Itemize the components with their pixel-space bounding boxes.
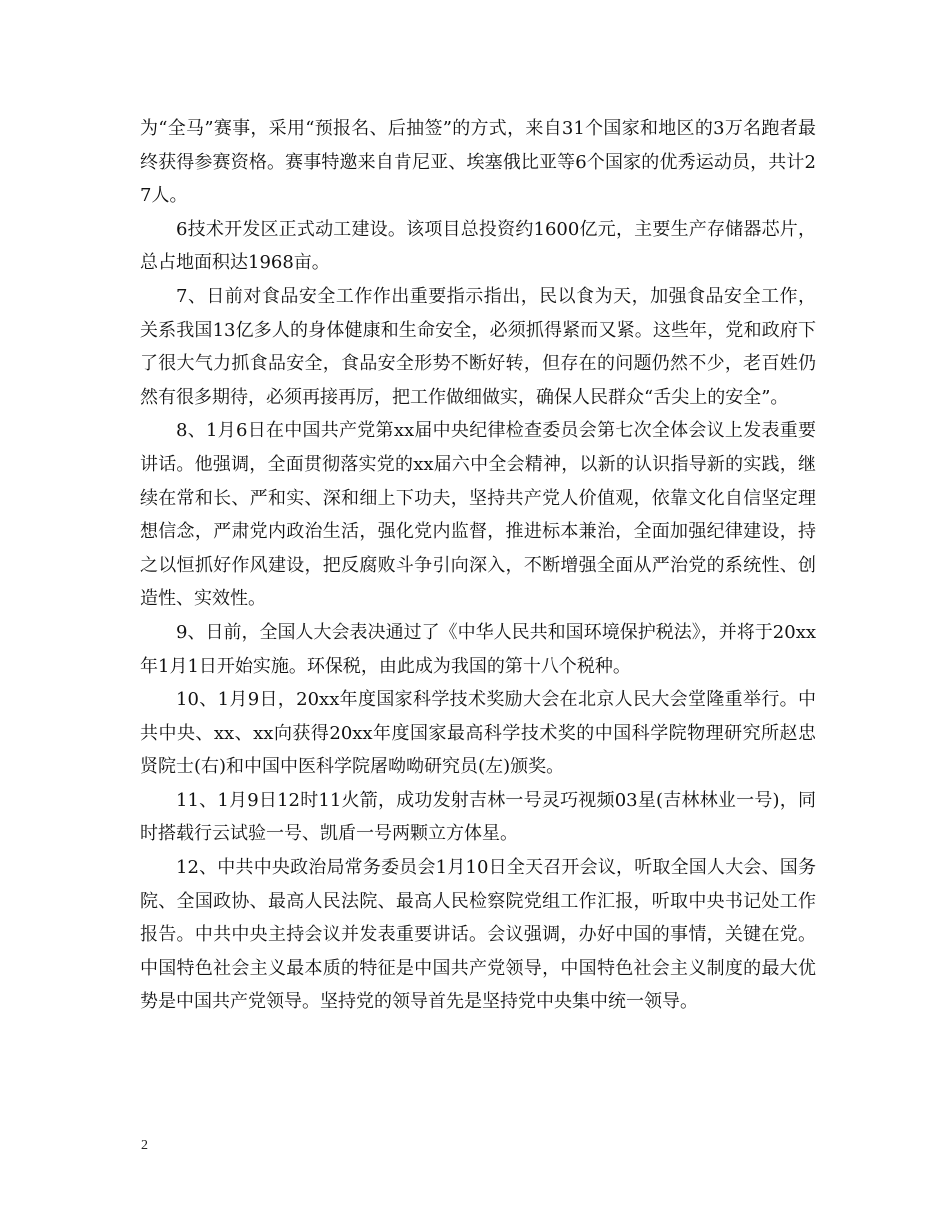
paragraph-item-6: 6技术开发区正式动工建设。该项目总投资约1600亿元，主要生产存储器芯片，总占地面积达1968亩。 [140,218,816,274]
paragraph-item-10: 10、1月9日，20xx年度国家科学技术奖励大会在北京人民大会堂隆重举行。中共中央、xx、xx向获得20xx年度国家最高科学技术奖的中国科学院物理研究所赵忠贤院士(右)和中国中医科学院屠呦呦研究员(左)颁奖。 [140,689,816,778]
paragraph-item-9: 9、日前，全国人大会表决通过了《中华人民共和国环境保护税法》，并将于20xx年1月1日开始实施。环保税，由此成为我国的第十八个税种。 [140,621,816,677]
paragraph-continuation: 为“全马”赛事，采用“预报名、后抽签”的方式，来自31个国家和地区的3万名跑者最终获得参赛资格。赛事特邀来自肯尼亚、埃塞俄比亚等6个国家的优秀运动员，共计27人。 [140,118,816,207]
paragraph-item-7: 7、日前对食品安全工作作出重要指示指出，民以食为天，加强食品安全工作，关系我国13亿多人的身体健康和生命安全，必须抓得紧而又紧。这些年，党和政府下了很大气力抓食品安全，食品安全形势不断好转，但存在的问题仍然不少，老百姓仍然有很多期待，必须再接再厉，把工作做细做实，确保人民群众“舌尖上的安全”。 [140,285,816,408]
paragraph-item-12: 12、中共中央政治局常务委员会1月10日全天召开会议，听取全国人大会、国务院、全国政协、最高人民法院、最高人民检察院党组工作汇报，听取中央书记处工作报告。中共中央主持会议并发表重要讲话。会议强调，办好中国的事情，关键在党。中国特色社会主义最本质的特征是中国共产党领导，中国特色社会主义制度的最大优势是中国共产党领导。坚持党的领导首先是坚持党中央集中统一领导。 [140,857,816,1013]
paragraph-item-11: 11、1月9日12时11火箭，成功发射吉林一号灵巧视频03星(吉林林业一号)，同时搭载行云试验一号、凯盾一号两颗立方体星。 [140,789,816,845]
paragraph-item-8: 8、1月6日在中国共产党第xx届中央纪律检查委员会第七次全体会议上发表重要讲话。他强调，全面贯彻落实党的xx届六中全会精神，以新的认识指导新的实践，继续在常和长、严和实、深和细上下功夫，坚持共产党人价值观，依靠文化自信坚定理想信念，严肃党内政治生活，强化党内监督，推进标本兼治，全面加强纪律建设，持之以恒抓好作风建设，把反腐败斗争引向深入，不断增强全面从严治党的系统性、创造性、实效性。 [140,420,816,610]
document-body [140,112,816,1019]
page-number: 2 [141,1138,148,1153]
